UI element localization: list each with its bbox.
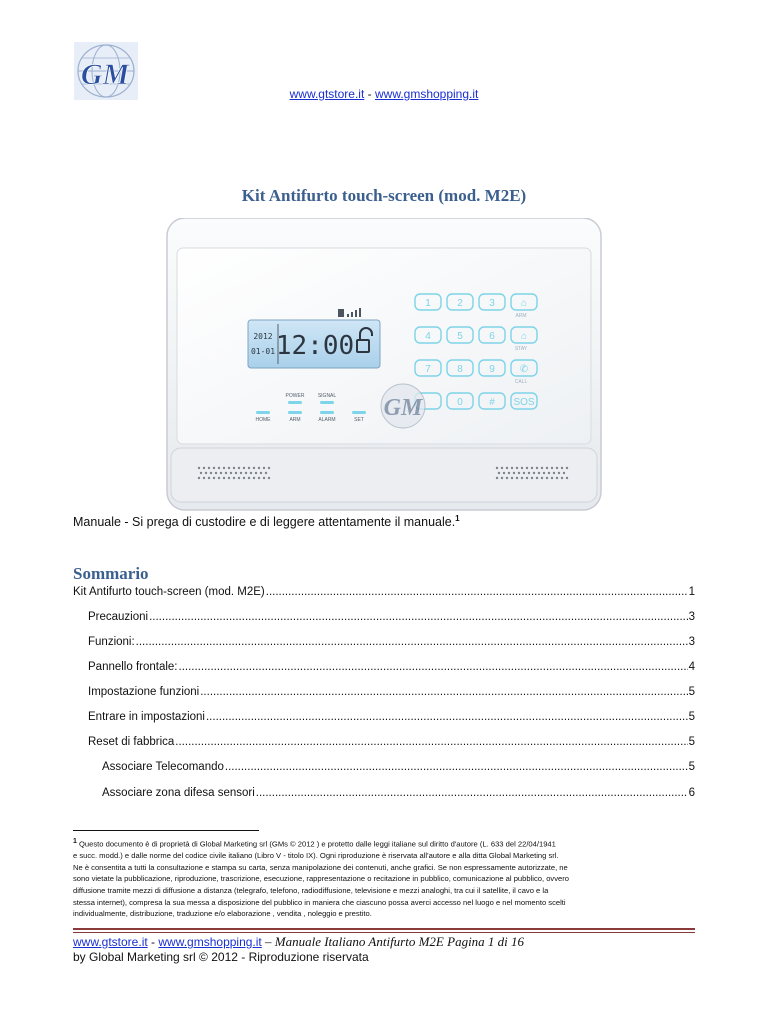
toc-entry-page: 3	[688, 611, 695, 623]
toc-entry-page: 5	[688, 736, 695, 748]
toc-entry[interactable]	[102, 787, 695, 799]
header-link-gtstore[interactable]: www.gtstore.it	[289, 87, 365, 101]
label-arm-led: ARM	[289, 417, 301, 423]
lcd-year: 2012	[253, 332, 273, 341]
footnote-line	[73, 862, 695, 874]
label-set: SET	[354, 417, 364, 423]
toc-entry-title: Entrare in impostazioni	[88, 711, 205, 723]
footnote-line	[73, 850, 695, 862]
toc-entry-title: Reset di fabbrica	[88, 736, 175, 748]
footer-line	[73, 934, 524, 950]
sommario-heading: Sommario	[73, 564, 149, 583]
toc-dot-leader	[225, 761, 688, 773]
footnote-text: sono vietate la pubblicazione, riproduzione, trascrizione, esecuzione, rappresentazione o recitazione in pubblico, comunicazione al pubblico, ovvero	[73, 874, 570, 884]
keypad-key-label: ⌂	[520, 331, 528, 342]
toc-entry[interactable]	[73, 586, 695, 598]
footnote-ref[interactable]: 1	[455, 514, 460, 523]
footer-rule-thin	[73, 932, 695, 933]
footer-doc-label: – Manuale Italiano Antifurto M2E Pagina 1 di 16	[261, 934, 525, 949]
key-label-stay: STAY	[514, 346, 528, 352]
keypad-key-label: 6	[489, 331, 495, 342]
manual-note-text: Manuale - Si prega di custodire e di leggere attentamente il manuale.	[73, 515, 456, 530]
toc-dot-leader	[149, 611, 688, 623]
footnote-text: Questo documento è di proprietà di Global Marketing srl (GMs © 2012 ) e protetto dalle leggi italiane sul diritto d'autore (L. 633 del 22/04/1941	[76, 839, 556, 849]
toc-dot-leader	[179, 661, 688, 673]
toc-entry[interactable]	[88, 686, 695, 698]
keypad-key-label: SOS	[513, 397, 535, 408]
toc-entry-title: Funzioni:	[88, 636, 135, 648]
toc-entry-page: 4	[688, 661, 695, 673]
footnote-line	[73, 897, 695, 909]
footnote-text: e succ. modd.) e dalle norme del codice civile italiano (Libro V - titolo IX). Ogni riproduzione è riservata all'autore e alla ditta Global Marketing srl.	[73, 851, 559, 861]
key-label-call: CALL	[514, 379, 528, 385]
device-watermark: GM	[383, 395, 423, 421]
toc-entry-page: 5	[688, 686, 695, 698]
alarm-panel-image	[163, 218, 605, 513]
keypad-key-label: 8	[457, 364, 463, 375]
footnote-text: diffusione tramite mezzi di diffusione a distanza (telegrafo, telefono, radiodiffusione, televisione e mezzi analoghi, tra cui il satellite, il cavo e la	[73, 885, 549, 895]
logo-text: GM	[80, 58, 130, 91]
keypad-key-label: 3	[489, 298, 495, 309]
keypad-key-label: 9	[489, 364, 495, 375]
toc-entry-page: 5	[688, 761, 695, 773]
keypad-key-label: 0	[457, 397, 463, 408]
key-label-arm: ARM	[515, 313, 527, 319]
footnote-line	[73, 885, 695, 897]
label-home: HOME	[255, 417, 271, 423]
toc-entry[interactable]	[88, 711, 695, 723]
toc-dot-leader	[256, 787, 688, 799]
footnote	[73, 836, 695, 920]
toc-dot-leader	[206, 711, 688, 723]
toc-entry-title: Associare Telecomando	[102, 761, 224, 773]
toc-entry[interactable]	[88, 736, 695, 748]
footnote-text: stessa internet), compresa la sua messa a disposizione del pubblico in maniera che ciascuno possa averci accesso nel luogo e nel momento scelti	[73, 897, 566, 907]
keypad-key-label: 1	[425, 298, 431, 309]
manual-note	[73, 514, 460, 529]
keypad-key-label: 7	[425, 364, 431, 375]
footer-link-gtstore[interactable]: www.gtstore.it	[73, 935, 148, 949]
toc-dot-leader	[175, 736, 687, 748]
footer-link-gmshopping[interactable]: www.gmshopping.it	[158, 935, 262, 949]
footer-credit: by Global Marketing srl © 2012 - Riproduzione riservata	[73, 950, 369, 964]
toc-entry-title: Precauzioni	[88, 611, 149, 623]
footnote-line	[73, 873, 695, 885]
footer-rule	[73, 928, 695, 930]
toc-dot-leader	[200, 686, 687, 698]
toc-entry-page: 5	[688, 711, 695, 723]
footnote-line	[73, 836, 695, 850]
footer-separator: -	[147, 935, 159, 949]
label-signal: SIGNAL	[317, 393, 337, 399]
label-power: POWER	[285, 393, 305, 399]
keypad-key-label: ⌂	[520, 298, 528, 309]
lcd-time: 12:00	[275, 331, 355, 361]
lcd-date: 01-01	[250, 347, 276, 356]
toc-entry[interactable]	[102, 761, 695, 773]
footnote-text: individualmente, distribuzione, traduzione e/o elaborazione , vendita , noleggio e prestito.	[73, 909, 372, 919]
header-link-separator: -	[364, 87, 375, 101]
keypad-key-label: 5	[457, 331, 463, 342]
toc-entry-title: Pannello frontale:	[88, 661, 178, 673]
toc-entry-title: Associare zona difesa sensori	[102, 787, 255, 799]
toc-entry[interactable]	[88, 611, 695, 623]
header-link-gmshopping[interactable]: www.gmshopping.it	[374, 87, 479, 101]
footnote-rule	[73, 830, 259, 831]
toc-entry-page: 6	[688, 787, 695, 799]
toc-entry-title: Impostazione funzioni	[88, 686, 200, 698]
keypad-key-label: #	[489, 397, 495, 408]
header-links	[0, 87, 768, 101]
keypad-key-label: ✆	[519, 364, 529, 375]
toc-entry-title: Kit Antifurto touch-screen (mod. M2E)	[73, 586, 265, 598]
document-title: Kit Antifurto touch-screen (mod. M2E)	[241, 186, 527, 205]
toc-entry[interactable]	[88, 661, 695, 673]
toc-entry-page: 1	[688, 586, 695, 598]
keypad-key-label: 2	[457, 298, 463, 309]
label-alarm: ALARM	[318, 417, 336, 423]
toc-dot-leader	[266, 586, 688, 598]
footnote-line	[73, 908, 695, 920]
footnote-number: 1	[73, 838, 77, 845]
toc-dot-leader	[136, 636, 688, 648]
footnote-text: Ne è consentita a tutti la consultazione e stampa su carta, senza manipolazione dei contenuti, anche grafici. Se non espressamente autorizzate, ne	[73, 862, 568, 872]
toc-entry-page: 3	[688, 636, 695, 648]
toc-entry[interactable]	[88, 636, 695, 648]
keypad-key-label: 4	[425, 331, 431, 342]
